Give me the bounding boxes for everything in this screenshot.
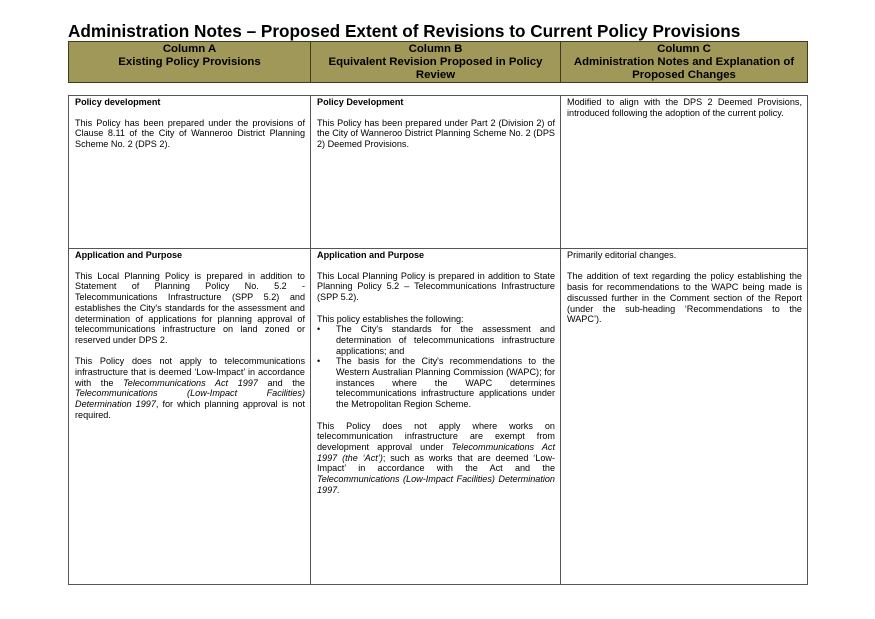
column-a-header: [69, 42, 311, 83]
cell-paragraph: This Policy does not apply to telecommunications infrastructure that is deemed ‘Low-Impact’ in accordance with the Telecommunications Act 1997 and the Telecommunications (Low-Impact Facilities) Determination 1997, for which planning approval is not required.: [75, 356, 305, 420]
existing-provision-cell: [69, 96, 311, 249]
cell-paragraph: This policy establishes the following:: [317, 313, 464, 324]
column-c-label: Column C: [657, 43, 711, 55]
column-a-title: Existing Policy Provisions: [118, 56, 261, 68]
column-b-header: [311, 42, 561, 83]
table-row-policy-development: [69, 96, 808, 249]
column-header-table: [68, 41, 808, 83]
bullet-icon: •: [317, 356, 321, 367]
cell-paragraph: This Policy has been prepared under Part 2 (Division 2) of the City of Wanneroo District Planning Scheme No. 2 (DPS 2) Deemed Provisions.: [317, 117, 555, 150]
cell-paragraph: This Policy has been prepared under the provisions of Clause 8.11 of the City of Wanneroo District Planning Scheme No. 2 (DPS 2).: [75, 117, 305, 150]
cell-heading: Application and Purpose: [75, 250, 183, 260]
proposed-revision-cell: [311, 249, 561, 585]
cell-paragraph: This Local Planning Policy is prepared in addition to State Planning Policy 5.2 – Telecommunications Infrastructure (SPP 5.2).: [317, 270, 555, 303]
cell-heading: Policy Development: [317, 97, 404, 107]
list-item: • The basis for the City's recommendations to the Western Australian Planning Commission (WAPC); for instances where the WAPC determines telecommunications infrastructure applications under the Metropolitan Region Scheme.: [317, 356, 555, 410]
cell-paragraph: This Local Planning Policy is prepared in addition to Statement of Planning Policy No. 5.2 - Telecommunications Infrastructure (SPP 5.2) and establishes the City's standards for the assessment and determination of applications for planning approval of telecommunications infrastructure on land zoned or reserved under DPS 2.: [75, 270, 305, 345]
bullet-icon: •: [317, 324, 321, 335]
existing-provision-cell: [69, 249, 311, 585]
column-b-title: Equivalent Revision Proposed in Policy Review: [328, 56, 543, 81]
column-c-title: Administration Notes and Explanation of Proposed Changes: [573, 56, 795, 81]
cell-heading: Application and Purpose: [317, 250, 425, 260]
cell-paragraph: Modified to align with the DPS 2 Deemed Provisions, introduced following the adoption of the current policy.: [567, 97, 802, 118]
table-row-application-purpose: [69, 249, 808, 585]
column-b-label: Column B: [408, 43, 463, 55]
cell-paragraph: The addition of text regarding the policy establishing the basis for recommendations to the WAPC being made is discussed further in the Comment section of the Report (under the sub-heading ‘Recommendations to the WAPC’).: [567, 271, 802, 325]
cell-heading: Policy development: [75, 97, 161, 107]
list-item: • The City's standards for the assessment and determination of telecommunications infrastructure applications; and: [317, 324, 555, 356]
admin-notes-cell: [561, 96, 808, 249]
provisions-table: [68, 95, 808, 585]
cell-paragraph: Primarily editorial changes.: [567, 250, 677, 260]
proposed-revision-cell: [311, 96, 561, 249]
admin-notes-cell: [561, 249, 808, 585]
column-c-header: [561, 42, 808, 83]
page-title: Administration Notes – Proposed Extent of Revisions to Current Policy Provisions: [68, 21, 741, 41]
bullet-list: [317, 324, 555, 410]
cell-paragraph: This Policy does not apply where works on telecommunication infrastructure are exempt from development approval under Telecommunications Act 1997 (the ‘Act’); such as works that are deemed ‘Low-Impact’ in accordance with the Act and the Telecommunications (Low-Impact Facilities) Determination 1997.: [317, 420, 555, 495]
column-a-label: Column A: [162, 43, 217, 55]
